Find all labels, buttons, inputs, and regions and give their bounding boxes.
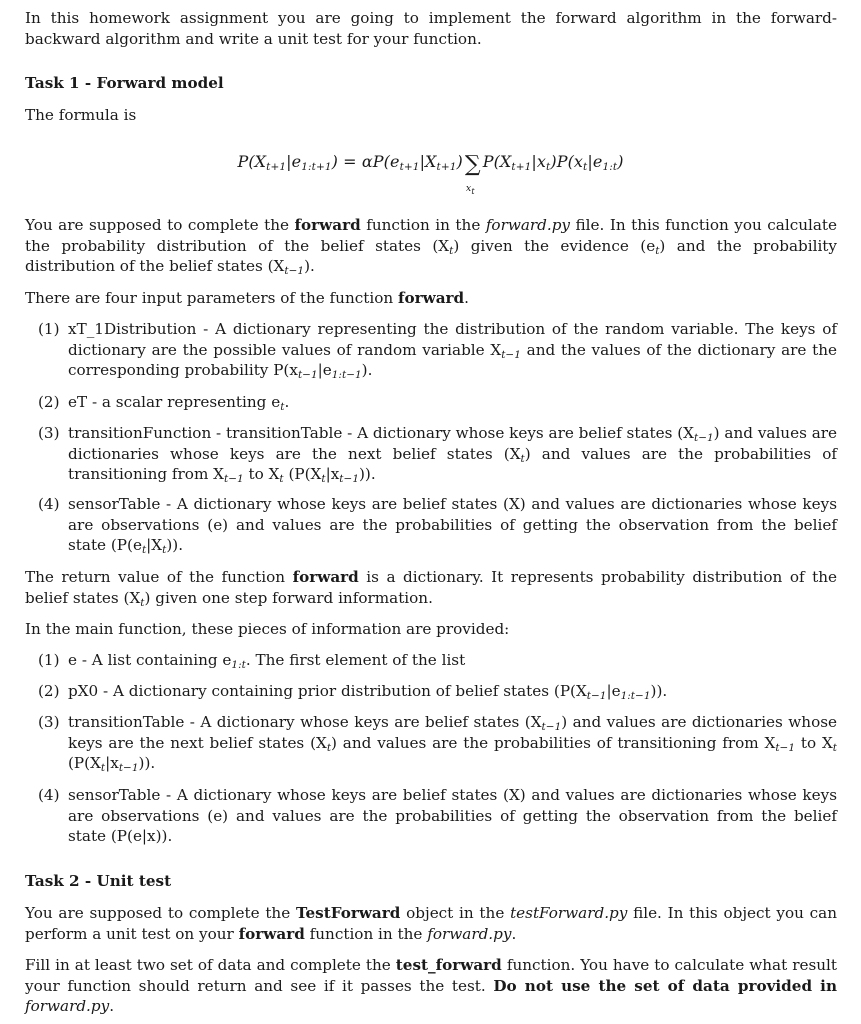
task1-paragraph-4: In the main function, these pieces of information are provided: (25, 620, 510, 638)
task2-heading: Task 2 - Unit test (25, 872, 172, 890)
param-item-3: (3) transitionFunction - transitionTable - A dictionary whose keys are belief states $(X_{t-1})$ and values are dictionaries whose keys are the next belief states $(X_t)$ and values are the probabilities of transitioning from $X_{t-1}$ to $X_t$ $(P(X_t|x_{t-1}))$. (38, 424, 838, 485)
summation-symbol: ∑ $x_t$ (464, 152, 481, 196)
intro-paragraph: In this homework assignment you are going to implement the forward algorithm in the forward-backward algorithm and write a unit test for your function. (25, 9, 837, 48)
param-item-2: (2) eT - a scalar representing $e_t$. (38, 393, 290, 413)
param-item-1: (1) xT_1Distribution - A dictionary representing the distribution of the random variable. The keys of dictionary are the possible values of random variable $X_{t-1}$ and the values of the dictionary are the corresponding probability $P(x_{t-1}|e_{1:t-1})$. (38, 320, 837, 381)
formula-intro: The formula is (25, 106, 137, 124)
task1-paragraph-3: The return value of the function forward is a dictionary. It represents probability distribution of the belief states $(X_t)$ given one step forward information. (25, 568, 837, 609)
task1-paragraph-2: There are four input parameters of the function forward. (25, 289, 469, 307)
task1-heading: Task 1 - Forward model (25, 74, 224, 92)
main-item-1: (1) e - A list containing $e_{1:t}$. The first element of the list (38, 651, 466, 671)
forward-formula: $P(X_{t+1}|e_{1:t+1}) = \alpha P(e_{t+1}|X_{t+1})\sum$ $x_t$ $P(X_{t+1}|x_t)P(x_t|e_{1:t})$ (237, 152, 624, 196)
param-item-4: (4) sensorTable - A dictionary whose keys are belief states (X) and values are dictionaries whose keys are observations (e) and values are the probabilities of getting the observation from the belief state $(P(e_t|X_t))$. (38, 495, 837, 556)
task2-paragraph-1: You are supposed to complete the TestForward object in the testForward.py file. In this object you can perform a unit test on your forward function in the forward.py. (25, 904, 837, 943)
main-item-4: (4) sensorTable - A dictionary whose keys are belief states (X) and values are dictionaries whose keys are observations (e) and values are the probabilities of getting the observation from the belief state (P(e|x)). (38, 786, 837, 845)
task1-paragraph-1: You are supposed to complete the forward function in the forward.py file. In this function you calculate the probability distribution of the belief states $(X_t)$ given the evidence $(e_t)$ and the probability distribution of the belief states $(X_{t-1})$. (25, 216, 837, 277)
task2-paragraph-2: Fill in at least two set of data and complete the test_forward function. You have to calculate what result your function should return and see if it passes the test. Do not use the set of data provided in forward.py. (25, 956, 837, 1015)
main-item-3: (3) transitionTable - A dictionary whose keys are belief states $(X_{t-1})$ and values are dictionaries whose keys are the next belief states $(X_t)$ and values are the probabilities of transitioning from $X_{t-1}$ to $X_t$ $(P(X_t|x_{t-1}))$. (38, 713, 837, 774)
main-item-2: (2) pX0 - A dictionary containing prior distribution of belief states $(P(X_{t-1}|e_{1:t-1}))$. (38, 682, 668, 702)
